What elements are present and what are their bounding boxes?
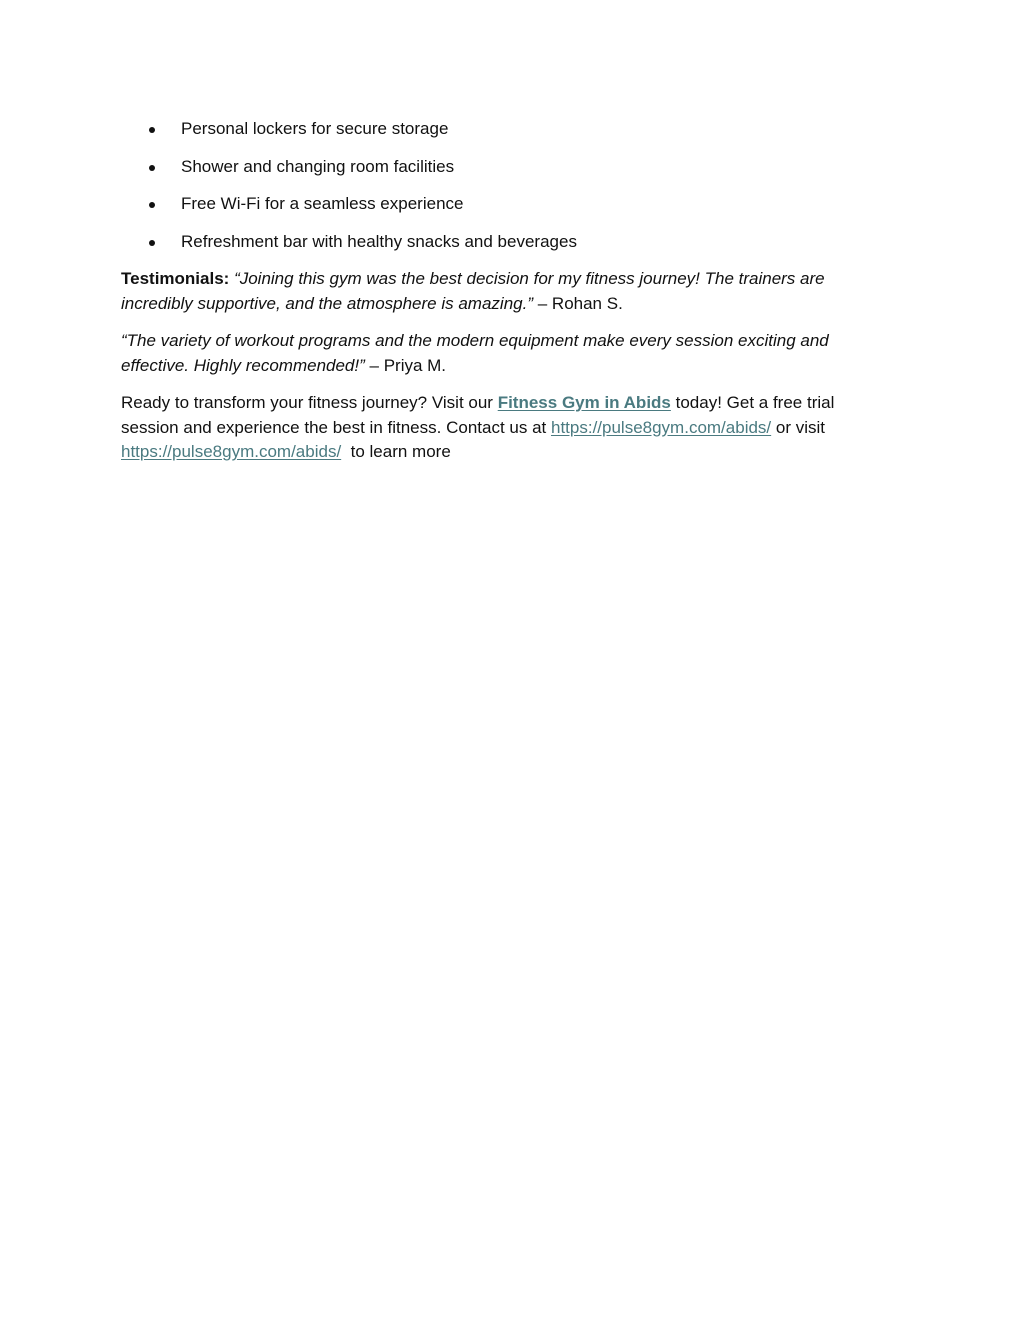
list-item-text: Personal lockers for secure storage (181, 119, 449, 138)
testimonial-quote-1: “Joining this gym was the best decision for my fitness journey! The trainers are incredibly supportive, and the atmosphere is amazing.” (121, 269, 825, 313)
testimonial-paragraph-2 (121, 329, 881, 378)
bullet-icon (149, 127, 155, 133)
testimonial-attribution-2: – Priya M. (369, 355, 447, 375)
list-item (121, 117, 881, 142)
bullet-icon (149, 202, 155, 208)
list-item-text: Free Wi-Fi for a seamless experience (181, 194, 464, 213)
cta-intro-text: Ready to transform your fitness journey? Visit our (121, 393, 493, 412)
testimonials-heading: Testimonials: (121, 269, 230, 288)
website-link-1[interactable]: https://pulse8gym.com/abids/ (550, 417, 772, 437)
testimonial-paragraph-1 (121, 267, 881, 316)
amenities-list (121, 117, 881, 254)
list-item (121, 155, 881, 180)
list-item (121, 192, 881, 217)
document-body (121, 117, 881, 478)
testimonial-attribution-1: – Rohan S. (537, 293, 623, 313)
cta-middle-text: today! Get a free trial session and experience the best in fitness. Contact us at (121, 393, 835, 437)
gym-location-link[interactable]: Fitness Gym in Abids (497, 393, 671, 412)
cta-outro-text: to learn more (350, 442, 451, 461)
bullet-icon (149, 240, 155, 246)
cta-or-visit-text: or visit (775, 417, 826, 437)
website-link-2[interactable]: https://pulse8gym.com/abids/ (121, 442, 342, 461)
list-item-text: Refreshment bar with healthy snacks and beverages (181, 231, 577, 251)
call-to-action-paragraph (121, 391, 881, 465)
testimonial-quote-2: “The variety of workout programs and the modern equipment make every session exciting and effective. Highly recommended!” (121, 331, 829, 375)
bullet-icon (149, 165, 155, 171)
list-item-text: Shower and changing room facilities (181, 156, 455, 176)
list-item (121, 230, 881, 255)
